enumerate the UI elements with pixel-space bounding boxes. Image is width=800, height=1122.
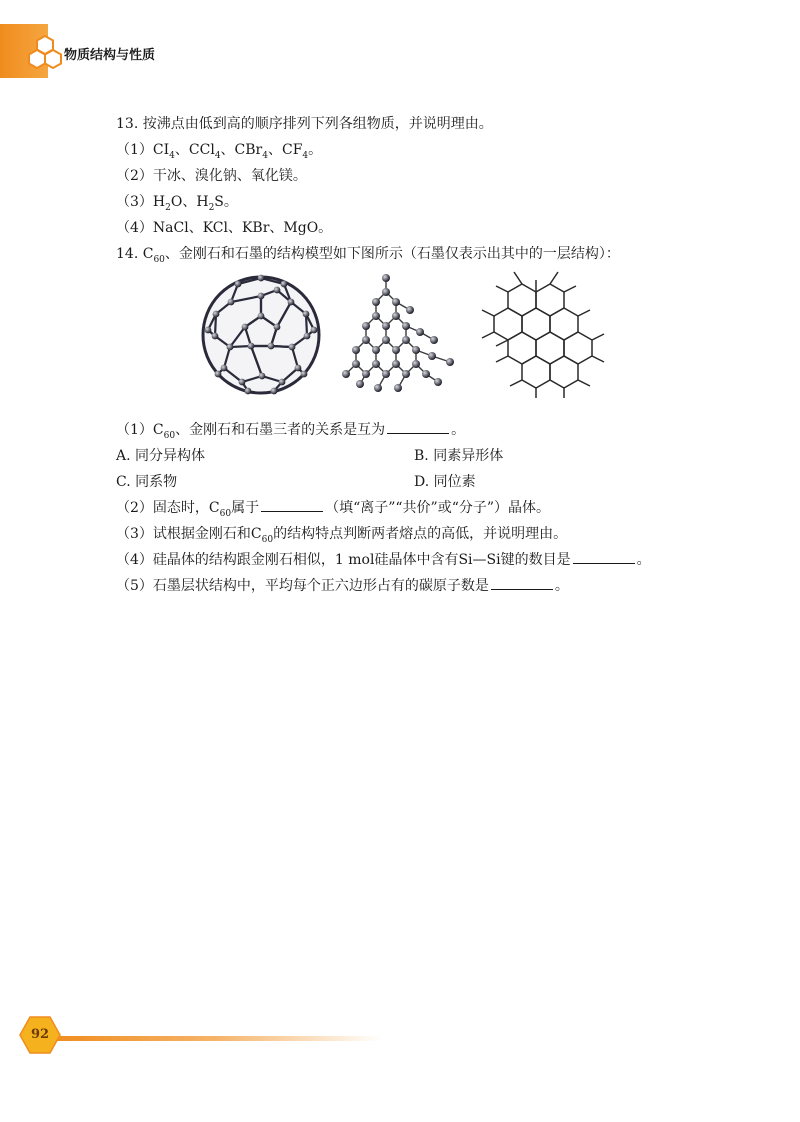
option-a: A. 同分异构体: [116, 448, 206, 464]
q14-options-row-1: [116, 444, 716, 468]
q14-stem: 14. $C_{60}$、金刚石和石墨的结构模型如下图所示（石墨仅表示出其中的一层结构）：: [116, 246, 620, 265]
q13-item-4: （4）NaCl、KCl、KBr、MgO。: [116, 220, 333, 236]
q14-sub5: （5）石墨层状结构中，平均每个正六边形占有的碳原子数是 。: [116, 574, 716, 598]
answer-blank[interactable]: [491, 575, 553, 590]
exercise-content: [116, 112, 716, 600]
page-number: 92: [30, 1027, 50, 1042]
q14-sub1: $(1)C_{60}$、金刚石和石墨三者的关系是互为 。: [116, 418, 716, 442]
c60-fullerene-figure: [196, 270, 326, 400]
option-c: C. 同系物: [116, 474, 178, 490]
q13-item-1: $(1)CI_4$、CCl$_4$、CBr$_4$、$CF_4$。: [116, 142, 323, 161]
structure-figures: [116, 270, 716, 406]
q13-stem: 13. 按沸点由低到高的顺序排列下列各组物质，并说明理由。: [116, 116, 493, 132]
q14-sub2: （2）固态时，$C_{60}$属于 （填“离子”“共价”或“分子”）晶体。: [116, 496, 716, 520]
graphite-layer-figure: [478, 270, 610, 400]
footer-bar: [52, 1036, 382, 1041]
q14-sub3: （3）试根据金刚石和$C_{60}$的结构特点判断两者熔点的高低，并说明理由。: [116, 526, 568, 545]
q13-item-2: （2）干冰、溴化钠、氧化镁。: [116, 168, 307, 184]
option-d: D. 同位素: [414, 474, 476, 490]
diamond-lattice-figure: [338, 270, 466, 400]
answer-blank[interactable]: [573, 549, 635, 564]
answer-blank[interactable]: [261, 497, 323, 512]
q13-item-3: $(3)H_2O$、$H_2S$。: [116, 194, 238, 213]
answer-blank[interactable]: [387, 419, 449, 434]
hexagon-logo-icon: [24, 34, 66, 76]
chapter-title: 物质结构与性质: [64, 48, 156, 63]
q14-options-row-2: [116, 470, 716, 494]
q14-sub4: （4）硅晶体的结构跟金刚石相似，1 mol硅晶体中含有Si—Si键的数目是 。: [116, 548, 716, 572]
option-b: B. 同素异形体: [414, 448, 504, 464]
